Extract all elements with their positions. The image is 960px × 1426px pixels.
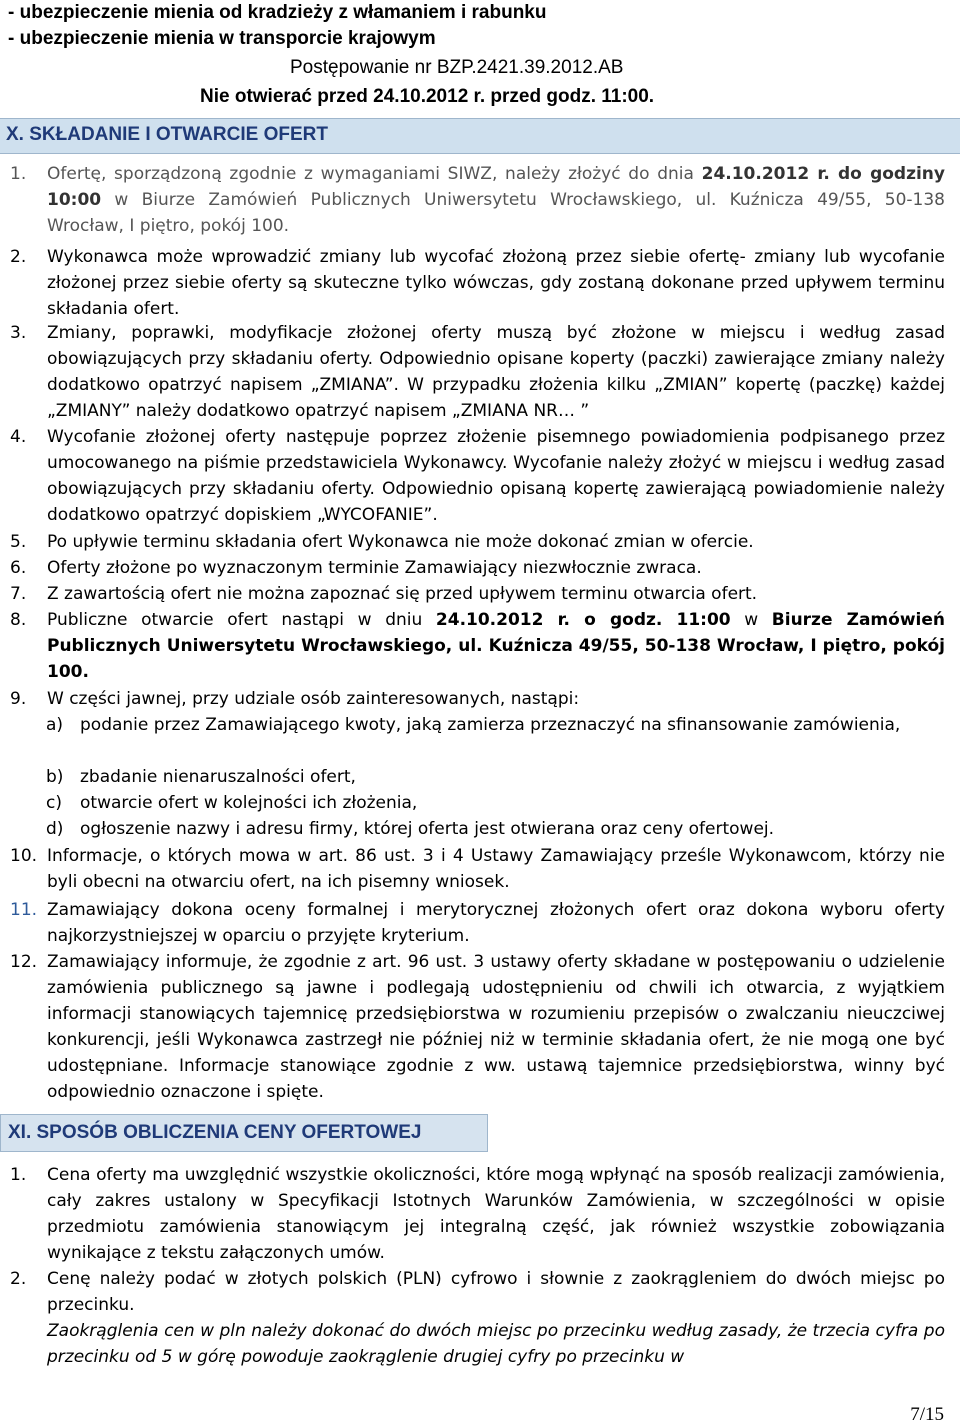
list-item xyxy=(10,686,945,712)
item-text: W części jawnej, przy udziale osób zainteresowanych, nastąpi: xyxy=(47,689,580,709)
sub-item-text: ogłoszenie nazwy i adresu firmy, której oferta jest otwierana oraz ceny ofertowej. xyxy=(80,819,775,839)
section-x-header xyxy=(0,118,960,154)
item-text: Z zawartością ofert nie można zapoznać się przed upływem terminu otwarcia ofert. xyxy=(47,584,758,604)
list-item xyxy=(10,949,945,1105)
list-item xyxy=(10,555,945,581)
sub-item-label: c) xyxy=(46,793,62,813)
page-number: 7/15 xyxy=(910,1404,944,1425)
sub-item-text: podanie przez Zamawiającego kwoty, jaką zamierza przeznaczyć na sfinansowanie zamówienia, xyxy=(80,715,901,735)
item-text-italic: Zaokrąglenia cen w pln należy dokonać do dwóch miejsc po przecinku według zasady, że trzecia cyfra po przecinku od 5 w górę powoduje zaokrąglenie drugiej cyfry po przecinku w xyxy=(47,1321,945,1367)
list-item xyxy=(10,161,945,239)
item-number: 4. xyxy=(10,427,27,447)
item-number: 1. xyxy=(10,1165,27,1185)
sub-item-text: zbadanie nienaruszalności ofert, xyxy=(80,767,356,787)
item-text: Informacje, o których mowa w art. 86 ust. 3 i 4 Ustawy Zamawiający prześle Wykonawcom, którzy nie byli obecni na otwarciu ofert, na ich pisemny wniosek. xyxy=(47,846,945,892)
sub-list-item xyxy=(46,816,946,842)
item-number: 3. xyxy=(10,323,27,343)
sub-item-label: b) xyxy=(46,767,64,787)
list-item xyxy=(10,843,945,895)
do-not-open-notice: Nie otwierać przed 24.10.2012 r. przed godz. 11:00. xyxy=(200,86,655,107)
item-text: Oferty złożone po wyznaczonym terminie Zamawiający niezwłocznie zwraca. xyxy=(47,558,702,578)
item-number: 2. xyxy=(10,1269,27,1289)
item-text: Ofertę, sporządzoną zgodnie z wymaganiami SIWZ, należy złożyć do dnia xyxy=(47,164,702,184)
sub-item-text: otwarcie ofert w kolejności ich złożenia, xyxy=(80,793,418,813)
list-item xyxy=(10,529,945,555)
sub-list-item xyxy=(46,712,946,738)
list-item xyxy=(10,897,945,949)
list-item xyxy=(10,320,945,424)
item-number: 12. xyxy=(10,952,38,972)
item-number: 10. xyxy=(10,846,38,866)
item-number: 8. xyxy=(10,610,27,630)
scope-bullet: - ubezpieczenie mienia w transporcie krajowym xyxy=(8,28,436,49)
list-item xyxy=(10,1162,945,1266)
sub-item-label: a) xyxy=(46,715,64,735)
item-number: 11. xyxy=(10,900,38,920)
section-xi-title: XI. SPOSÓB OBLICZENIA CENY OFERTOWEJ xyxy=(8,1122,422,1143)
item-number: 9. xyxy=(10,689,27,709)
item-number: 1. xyxy=(10,164,27,184)
item-number: 5. xyxy=(10,532,27,552)
item-text: w xyxy=(730,610,772,630)
proceeding-number: Postępowanie nr BZP.2421.39.2012.AB xyxy=(290,57,624,78)
item-text: Cena oferty ma uwzględnić wszystkie okoliczności, które mogą wpłynąć na sposób realizacji zamówienia, cały zakres ustalony w Specyfikacji Istotnych Warunków Zamówienia, w szczególności w opisie przedmiotu zamówienia stanowiącym jej integralną część, jak również wszystkie zobowiązania wynikające z tekstu załączonych umów. xyxy=(47,1165,945,1263)
item-text: Cenę należy podać w złotych polskich (PLN) cyfrowo i słownie z zaokrągleniem do dwóch miejsc po przecinku. xyxy=(47,1269,945,1315)
item-number: 6. xyxy=(10,558,27,578)
item-number: 2. xyxy=(10,247,27,267)
item-text: Zamawiający informuje, że zgodnie z art. 96 ust. 3 ustawy oferty składane w postępowaniu o udzielenie zamówienia publicznego są jawne i podlegają udostępnieniu od chwili ich otwarcia, z wyjątkiem informacji stanowiących tajemnicę przedsiębiorstwa w rozumieniu przepisów o zwalczaniu nieuczciwej konkurencji, jeśli Wykonawca zastrzegł nie później niż w terminie składania ofert, że nie mogą one być udostępniane. Informacje stanowiące zgodnie z ww. ustawą tajemnice przedsiębiorstwa, winny być odpowiednio oznaczone i spięte. xyxy=(47,952,945,1102)
item-text: Po upływie terminu składania ofert Wykonawca nie może dokonać zmian w ofercie. xyxy=(47,532,754,552)
sub-list-item xyxy=(46,764,946,790)
item-text: Zmiany, poprawki, modyfikacje złożonej oferty muszą być złożone w miejscu i według zasad obowiązujących przy składaniu oferty. Odpowiednio opisane koperty (paczki) zawierające zmiany należy dodatkowo opatrzyć napisem „ZMIANA”. W przypadku złożenia kilku „ZMIAN” kopertę (paczkę) każdej „ZMIANY” należy dodatkowo opatrzyć napisem „ZMIANA NR… ” xyxy=(47,323,945,421)
list-item xyxy=(10,244,945,322)
section-x-title: X. SKŁADANIE I OTWARCIE OFERT xyxy=(6,124,328,145)
scope-bullet: - ubezpieczenie mienia od kradzieży z włamaniem i rabunku xyxy=(8,2,547,23)
item-text-bold: Biurze Zamówień Publicznych Uniwersytetu Wrocławskiego, ul. Kuźnicza 49/55, 50-138 Wrocław, I piętro, pokój 100. xyxy=(47,610,945,682)
item-text-bold: 24.10.2012 r. do godziny 10:00 xyxy=(47,164,945,210)
sub-item-label: d) xyxy=(46,819,64,839)
item-text: w Biurze Zamówień Publicznych Uniwersytetu Wrocławskiego, ul. Kuźnicza 49/55, 50-138 Wrocław, I piętro, pokój 100. xyxy=(47,190,945,236)
item-text: Wycofanie złożonej oferty następuje poprzez złożenie pisemnego powiadomienia podpisanego przez umocowanego na piśmie przedstawiciela Wykonawcy. Wycofanie należy złożyć w miejscu i według zasad obowiązujących przy składaniu oferty. Odpowiednio opisaną kopertę zawierającą powiadomienie należy dodatkowo opatrzyć dopiskiem „WYCOFANIE”. xyxy=(47,427,945,525)
list-item xyxy=(10,424,945,528)
item-text: Wykonawca może wprowadzić zmiany lub wycofać złożoną przez siebie ofertę- zmiany lub wycofanie złożonej przez siebie oferty są skuteczne tylko wówczas, gdy zostaną dokonane przed upływem terminu składania ofert. xyxy=(47,247,945,319)
list-item xyxy=(10,1266,945,1370)
item-text: Zamawiający dokona oceny formalnej i merytorycznej złożonych ofert oraz dokona wyboru oferty najkorzystniejszej w oparciu o przyjęte kryterium. xyxy=(47,900,945,946)
list-item xyxy=(10,581,945,607)
item-text-bold: 24.10.2012 r. o godz. 11:00 xyxy=(435,610,731,630)
insurance-scope-list xyxy=(8,0,547,52)
item-text: Publiczne otwarcie ofert nastąpi w dniu xyxy=(47,610,436,630)
section-xi-header xyxy=(0,1114,960,1152)
list-item xyxy=(10,607,945,685)
sub-list-item xyxy=(46,790,946,816)
item-number: 7. xyxy=(10,584,27,604)
